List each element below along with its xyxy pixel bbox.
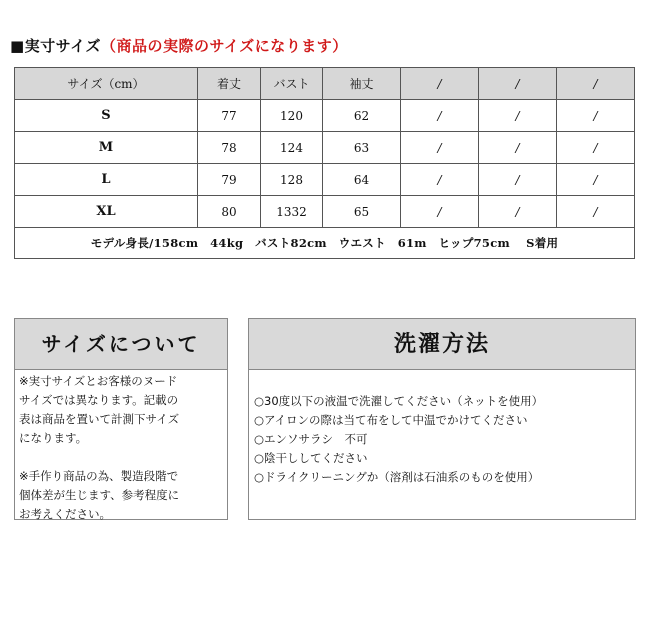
note-line [19,448,223,467]
table-header-row [15,68,635,100]
size-note-body [15,370,227,526]
note-line: サイズでは異なります。記載の [19,393,179,407]
table-cell: / [557,164,635,196]
table-cell: 120 [261,100,323,132]
table-cell: 64 [323,164,401,196]
washing-title: 洗濯方法 [249,319,635,370]
washing-body [249,370,635,489]
table-row [15,196,635,228]
table-cell: 79 [198,164,261,196]
table-cell: 124 [261,132,323,164]
section-heading [10,35,348,56]
column-header: 着丈 [198,68,261,100]
model-info-row [15,228,635,259]
table-cell: 65 [323,196,401,228]
heading-label: ■実寸サイズ [10,37,101,55]
table-cell: 62 [323,100,401,132]
table-cell: / [479,132,557,164]
column-header: / [479,68,557,100]
model-info: モデル身長/158cm 44kg バスト82cm ウエスト 61m ヒップ75cm S着用 [15,228,635,259]
size-note-title: サイズについて [15,319,227,370]
washing-box [248,318,636,520]
washing-line: ○30度以下の液温で洗濯してください（ネットを使用） [254,394,544,408]
size-label: L [15,164,198,196]
note-line: ※手作り商品の為、製造段階で [19,469,179,483]
table-cell: / [479,100,557,132]
table-cell: 77 [198,100,261,132]
size-label: XL [15,196,198,228]
washing-line: ○エンソサラシ 不可 [254,432,368,446]
column-header: / [401,68,479,100]
column-header: / [557,68,635,100]
table-cell: / [479,164,557,196]
table-cell: / [479,196,557,228]
table-cell: 128 [261,164,323,196]
table-cell: 63 [323,132,401,164]
table-cell: 1332 [261,196,323,228]
washing-line: ○アイロンの際は当て布をして中温でかけてください [254,413,528,427]
washing-line: ○ドライクリーニングか（溶剤は石油系のものを使用） [254,470,540,484]
column-header: サイズ（cm） [15,68,198,100]
column-header: 袖丈 [323,68,401,100]
heading-note: （商品の実際のサイズになります） [100,37,348,55]
washing-line: ○陰干ししてください [254,451,368,465]
column-header: バスト [261,68,323,100]
size-label: M [15,132,198,164]
table-row [15,164,635,196]
size-note-box [14,318,228,520]
note-line: 個体差が生じます、参考程度に [19,488,180,502]
table-cell: / [401,132,479,164]
note-line: お考えください。 [19,507,111,521]
table-row [15,132,635,164]
table-cell: / [557,132,635,164]
table-cell: / [401,100,479,132]
note-line: になります。 [19,431,88,445]
table-cell: / [401,164,479,196]
table-row [15,100,635,132]
note-line: 表は商品を置いて計測下サイズ [19,412,180,426]
size-label: S [15,100,198,132]
size-table [14,67,635,259]
table-cell: / [401,196,479,228]
table-cell: 80 [198,196,261,228]
table-cell: 78 [198,132,261,164]
table-cell: / [557,100,635,132]
note-line: ※実寸サイズとお客様のヌード [19,374,178,388]
table-cell: / [557,196,635,228]
